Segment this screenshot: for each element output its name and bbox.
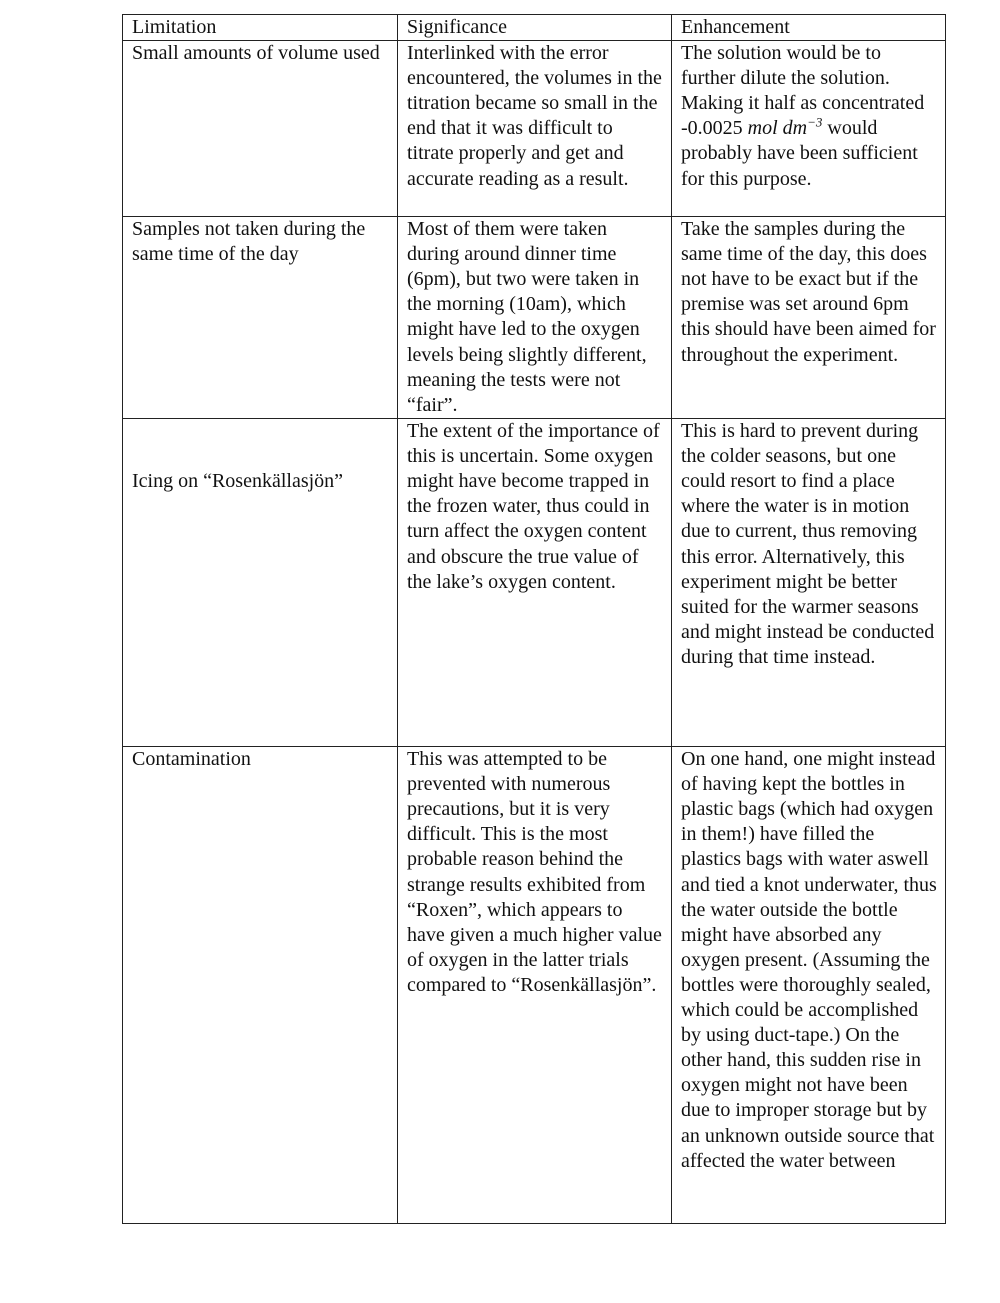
- header-limitation: Limitation: [123, 15, 398, 41]
- unit-formula: [747, 114, 823, 140]
- header-significance: Significance: [398, 15, 672, 41]
- enhancement-cell: [672, 41, 946, 217]
- limitation-text: Icing on “Rosenkällasjön”: [132, 470, 344, 493]
- significance-cell: The extent of the importance of this is uncertain. Some oxygen might have become trapped in the frozen water, thus could in turn affect the oxygen content and obscure the true value of the lake’s oxygen content.: [398, 419, 672, 747]
- enhancement-cell: On one hand, one might instead of having kept the bottles in plastic bags (which had oxygen in them!) have filled the plastics bags with water aswell and tied a knot underwater, thus the water outside the bottle might have absorbed any oxygen present. (Assuming the bottles were thoroughly sealed, which could be accomplished by using duct-tape.) On the other hand, this sudden rise in oxygen might not have been due to improper storage but by an unknown outside source that affected the water between: [672, 747, 946, 1224]
- significance-cell: This was attempted to be prevented with numerous precautions, but it is very difficult. This is the most probable reason behind the strange results exhibited from “Roxen”, which appears to have given a much higher value of oxygen in the latter trials compared to “Rosenkällasjön”.: [398, 747, 672, 1224]
- table-row: [123, 747, 946, 1224]
- enhancement-cell: This is hard to prevent during the colder seasons, but one could resort to find a place where the water is in motion due to current, thus removing this error. Alternatively, this experiment might be better suited for the warmer seasons and might instead be conducted during that time instead.: [672, 419, 946, 747]
- significance-cell: Interlinked with the error encountered, the volumes in the titration became so small in the end that it was difficult to titrate properly and get and accurate reading as a result.: [398, 41, 672, 217]
- unit-text: mol dm: [747, 117, 808, 140]
- table-row: [123, 217, 946, 419]
- enhancement-cell: Take the samples during the same time of the day, this does not have to be exact but if the premise was set around 6pm this should have been aimed for throughout the experiment.: [672, 217, 946, 419]
- table-row: [123, 41, 946, 217]
- unit-exponent: −3: [807, 114, 823, 130]
- limitation-cell: Small amounts of volume used: [123, 41, 398, 217]
- significance-cell: Most of them were taken during around dinner time (6pm), but two were taken in the morning (10am), which might have led to the oxygen levels being slightly different, meaning the tests were not “fair”.: [398, 217, 672, 419]
- header-enhancement: Enhancement: [672, 15, 946, 41]
- limitation-cell: Contamination: [123, 747, 398, 1224]
- enhancement-text: The solution would be to further dilute the solution. Making it half as concentrated -0.0025: [681, 42, 925, 140]
- limitation-cell: Samples not taken during the same time of the day: [123, 217, 398, 419]
- limitations-table: [122, 14, 946, 1224]
- enhancement-text-continued: would probably have been sufficient for this purpose.: [681, 117, 918, 190]
- table-header-row: [123, 15, 946, 41]
- limitation-cell: [123, 419, 398, 747]
- table-row: [123, 419, 946, 747]
